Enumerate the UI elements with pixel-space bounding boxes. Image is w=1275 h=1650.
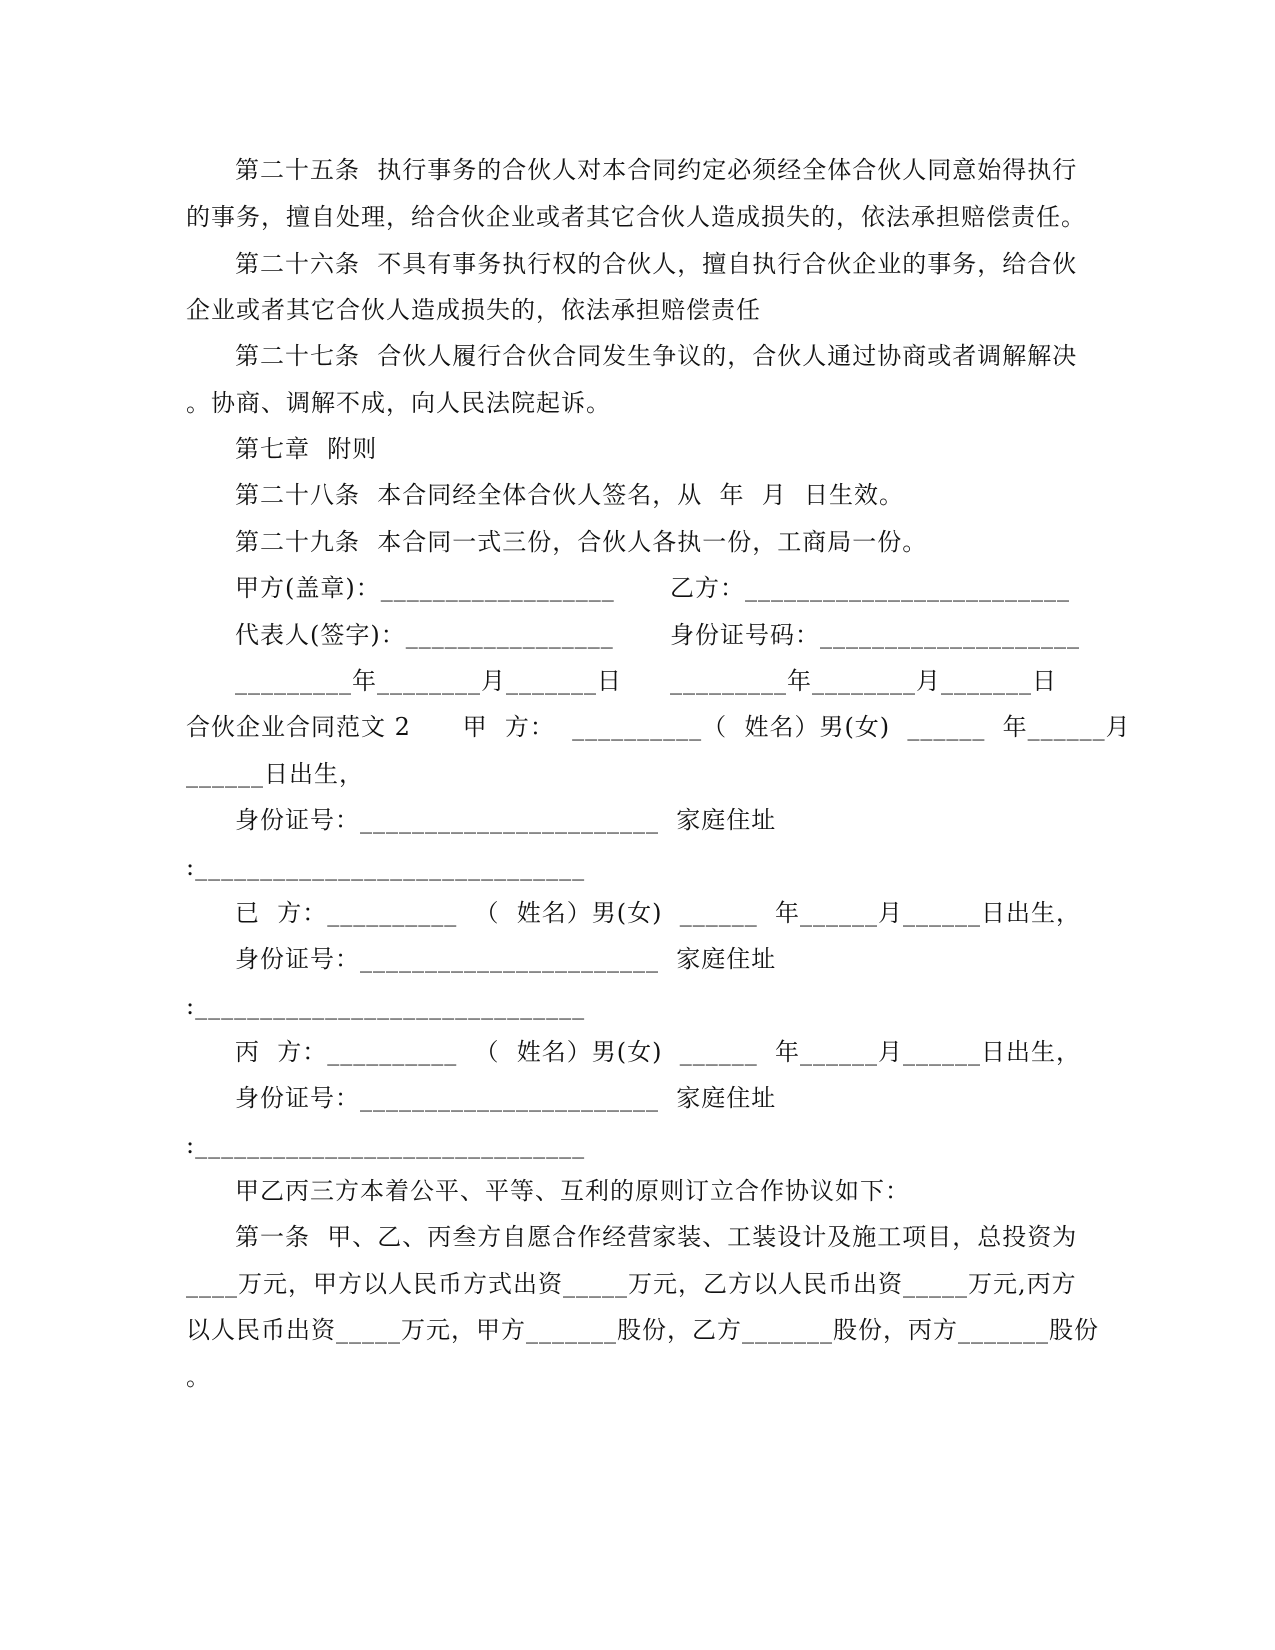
agreement-intro: 甲乙丙三方本着公平、平等、互利的原则订立合作协议如下： <box>235 1177 910 1205</box>
party-ji-id-line: 身份证号：_______________________ 家庭住址 <box>235 945 777 973</box>
article-1-line-4: 。 <box>186 1363 211 1391</box>
article-28: 第二十八条 本合同经全体合伙人签名，从 年 月 日生效。 <box>235 481 905 509</box>
party-ji-info-line: 已 方：__________ （ 姓名）男(女) ______ 年______月______日出生， <box>235 899 1082 927</box>
article-1-line-2: ____万元，甲方以人民币方式出资_____万元，乙方以人民币出资_____万元,丙方 <box>186 1270 1077 1298</box>
article-27-line-2: 。协商、调解不成，向人民法院起诉。 <box>186 389 611 417</box>
id-number-field: 身份证号码：____________________ <box>670 621 1080 649</box>
article-29: 第二十九条 本合同一式三份，合伙人各执一份，工商局一份。 <box>235 528 928 556</box>
party-bing-info-line: 丙 方：__________ （ 姓名）男(女) ______ 年______月______日出生， <box>235 1038 1082 1066</box>
signature-date-left: _________年________月_______日 <box>235 667 622 695</box>
party-b-field: 乙方：_________________________ <box>670 574 1070 602</box>
signature-date-right: _________年________月_______日 <box>670 667 1057 695</box>
party-ji-address-line: :______________________________ <box>186 992 586 1020</box>
party-bing-id-line: 身份证号：_______________________ 家庭住址 <box>235 1084 777 1112</box>
representative-signature-field: 代表人(签字)：________________ <box>235 621 614 649</box>
party-jia-address-line: :______________________________ <box>186 853 586 881</box>
article-25-line-1: 第二十五条 执行事务的合伙人对本合同约定必须经全体合伙人同意始得执行 <box>235 156 1078 184</box>
article-1-line-1: 第一条 甲、乙、丙叁方自愿合作经营家装、工装设计及施工项目，总投资为 <box>235 1223 1078 1251</box>
party-bing-address-line: :______________________________ <box>186 1131 586 1159</box>
sample-2-party-jia-line: 合伙企业合同范文 2 甲 方： __________（ 姓名）男(女) ______ 年______月 <box>186 713 1131 741</box>
sample-2-birth-line: ______日出生， <box>186 760 364 788</box>
article-27-line-1: 第二十七条 合伙人履行合伙合同发生争议的，合伙人通过协商或者调解解决 <box>235 342 1078 370</box>
article-1-line-3: 以人民币出资_____万元，甲方_______股份，乙方_______股份，丙方_______股份 <box>186 1316 1099 1344</box>
party-a-seal-field: 甲方(盖章)：__________________ <box>235 574 615 602</box>
article-26-line-1: 第二十六条 不具有事务执行权的合伙人，擅自执行合伙企业的事务，给合伙 <box>235 250 1078 278</box>
article-26-line-2: 企业或者其它合伙人造成损失的，依法承担赔偿责任 <box>186 296 761 324</box>
chapter-7-heading: 第七章 附则 <box>235 435 378 463</box>
article-25-line-2: 的事务，擅自处理，给合伙企业或者其它合伙人造成损失的，依法承担赔偿责任。 <box>186 203 1086 231</box>
party-jia-id-line: 身份证号：_______________________ 家庭住址 <box>235 806 777 834</box>
